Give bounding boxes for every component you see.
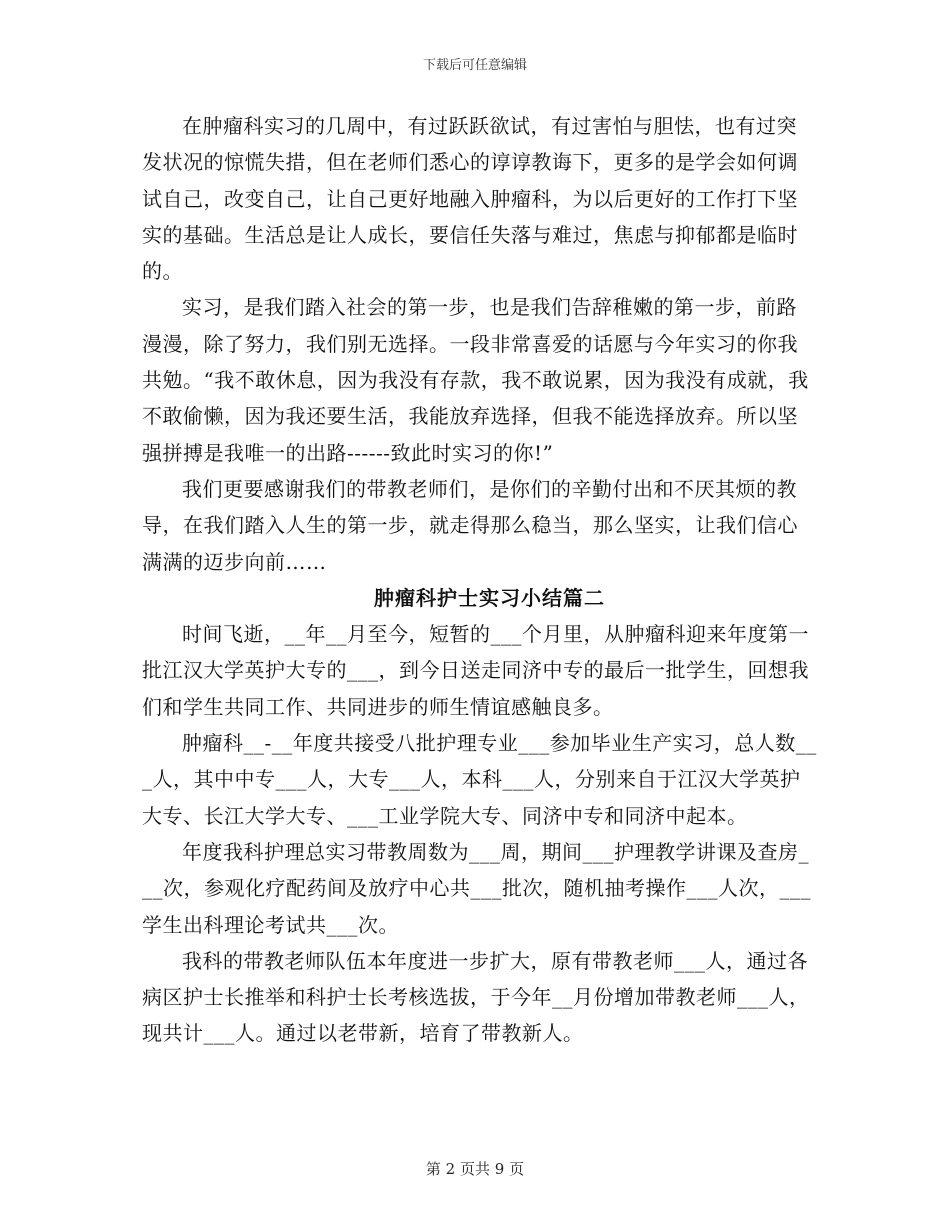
page-header: 下载后可任意编辑 [422,58,527,73]
document-body [142,108,817,1052]
page-footer: 第 2 页共 9 页 [425,1160,525,1178]
paragraph: 在肿瘤科实习的几周中，有过跃跃欲试，有过害怕与胆怯，也有过突发状况的惊慌失措，但在老师们悉心的谆谆教诲下，更多的是学会如何调试自己，改变自己，让自己更好地融入肿瘤科，为以后更好的工作打下坚实的基础。生活总是让人成长，要信任失落与难过，焦虑与抑郁都是临时的。 [142,114,798,284]
paragraph: 我科的带教老师队伍本年度进一步扩大，原有带教老师___人，通过各病区护士长推举和科护士长考核选拔，于今年__月份增加带教老师___人，现共计___人。通过以老带新，培育了带教新人。 [142,948,810,1046]
paragraph: 我们更要感谢我们的带教老师们，是你们的辛勤付出和不厌其烦的教导，在我们踏入人生的第一步，就走得那么稳当，那么坚实，让我们信心满满的迈步向前…… [142,476,798,574]
paragraph: 实习，是我们踏入社会的第一步，也是我们告辞稚嫩的第一步，前路漫漫，除了努力，我们别无选择。一段非常喜爱的话愿与今年实习的你我共勉。“我不敢休息，因为我没有存款，我不敢说累，因为我没有成就，我不敢偷懒，因为我还要生活，我能放弃选择，但我不能选择放弃。所以坚强拼搏是我唯一的出路------致此时实习的你!” [142,295,809,465]
paragraph: 时间飞逝，__年__月至今，短暂的___个月里，从肿瘤科迎来年度第一批江汉大学英护大专的___，到今日送走同济中专的最后一批学生，回想我们和学生共同工作、共同进步的师生情谊感触良多。 [142,622,809,719]
section-title: 肿瘤科护士实习小结篇二 [374,585,605,610]
paragraph: 肿瘤科__-__年度共接受八批护理专业___参加毕业生产实习，总人数___人，其中中专___人，大专___人，本科___人，分别来自于江汉大学英护大专、长江大学大专、___工业学院大专、同济中专和同济中起本。 [142,731,817,828]
paragraph: 年度我科护理总实习带教周数为___周，期间___护理教学讲课及查房___次，参观化疗配药间及放疗中心共___批次，随机抽考操作___人次，___学生出科理论考试共___次。 [142,839,811,937]
